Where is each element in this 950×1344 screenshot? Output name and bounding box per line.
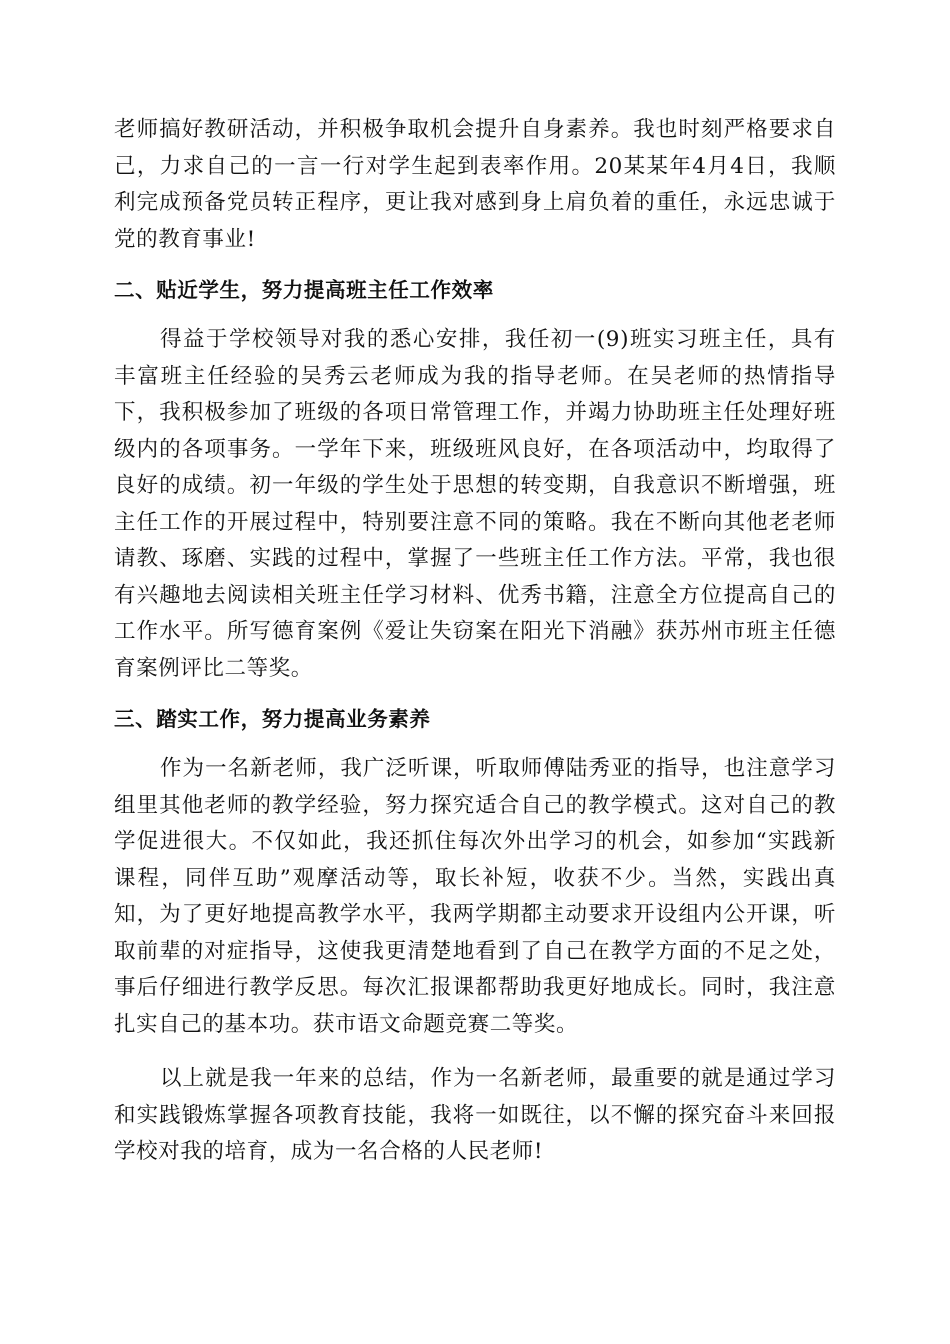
paragraph-line: 老师搞好教研活动，并积极争取机会提升自身素养。我也时刻严格要求自 xyxy=(114,117,836,142)
paragraph-conclusion xyxy=(114,1061,836,1171)
paragraph-line: 知，为了更好地提高教学水平，我两学期都主动要求开设组内公开课，听 xyxy=(114,902,836,927)
paragraph-class-teacher xyxy=(114,322,836,687)
paragraph-line: 课程，同伴互助”观摩活动等，取长补短，收获不少。当然，实践出真 xyxy=(114,865,836,891)
paragraph-line: 学校对我的培育，成为一名合格的人民老师! xyxy=(114,1139,544,1164)
section-heading-3: 三、踏实工作，努力提高业务素养 xyxy=(114,707,431,731)
paragraph-line: 工作水平。所写德育案例《爱让失窃案在阳光下消融》获苏州市班主任德 xyxy=(114,619,836,644)
paragraph-line: 得益于学校领导对我的悉心安排，我任初一(9)班实习班主任，具有 xyxy=(160,327,836,352)
paragraph-line: 扎实自己的基本功。获市语文命题竞赛二等奖。 xyxy=(114,1011,579,1037)
paragraph-line: 和实践锻炼掌握各项教育技能，我将一如既往，以不懈的探究奋斗来回报 xyxy=(114,1102,836,1128)
paragraph-line: 级内的各项事务。一学年下来，班级班风良好，在各项活动中，均取得了 xyxy=(114,436,836,462)
paragraph-line: 下，我积极参加了班级的各项日常管理工作，并竭力协助班主任处理好班 xyxy=(114,400,836,425)
paragraph-line: 组里其他老师的教学经验，努力探究适合自己的教学模式。这对自己的教 xyxy=(114,792,836,818)
paragraph-line: 请教、琢磨、实践的过程中，掌握了一些班主任工作方法。平常，我也很 xyxy=(114,546,836,571)
paragraph-party-commitment xyxy=(114,112,836,258)
paragraph-line: 党的教育事业! xyxy=(114,226,256,252)
paragraph-line: 以上就是我一年来的总结，作为一名新老师，最重要的就是通过学习 xyxy=(160,1066,836,1091)
paragraph-professional-growth xyxy=(114,751,836,1043)
paragraph-line: 取前辈的对症指导，这使我更清楚地看到了自己在教学方面的不足之处， xyxy=(114,938,836,964)
paragraph-line: 事后仔细进行教学反思。每次汇报课都帮助我更好地成长。同时，我注意 xyxy=(114,975,836,1000)
paragraph-line: 利完成预备党员转正程序，更让我对感到身上肩负着的重任，永远忠诚于 xyxy=(114,190,836,215)
section-heading-2: 二、贴近学生，努力提高班主任工作效率 xyxy=(114,278,494,302)
paragraph-line: 育案例评比二等奖。 xyxy=(114,655,313,681)
paragraph-line: 有兴趣地去阅读相关班主任学习材料、优秀书籍，注意全方位提高自己的 xyxy=(114,582,836,608)
paragraph-line: 学促进很大。不仅如此，我还抓住每次外出学习的机会，如参加“实践新 xyxy=(114,829,836,854)
paragraph-line: 主任工作的开展过程中，特别要注意不同的策略。我在不断向其他老老师 xyxy=(114,509,836,535)
paragraph-line: 己，力求自己的一言一行对学生起到表率作用。20某某年4月4日，我顺 xyxy=(114,153,836,179)
document-page xyxy=(114,112,836,1171)
paragraph-line: 丰富班主任经验的吴秀云老师成为我的指导老师。在吴老师的热情指导 xyxy=(114,363,836,389)
paragraph-line: 作为一名新老师，我广泛听课，听取师傅陆秀亚的指导，也注意学习 xyxy=(160,756,836,781)
paragraph-line: 良好的成绩。初一年级的学生处于思想的转变期，自我意识不断增强，班 xyxy=(114,473,836,498)
